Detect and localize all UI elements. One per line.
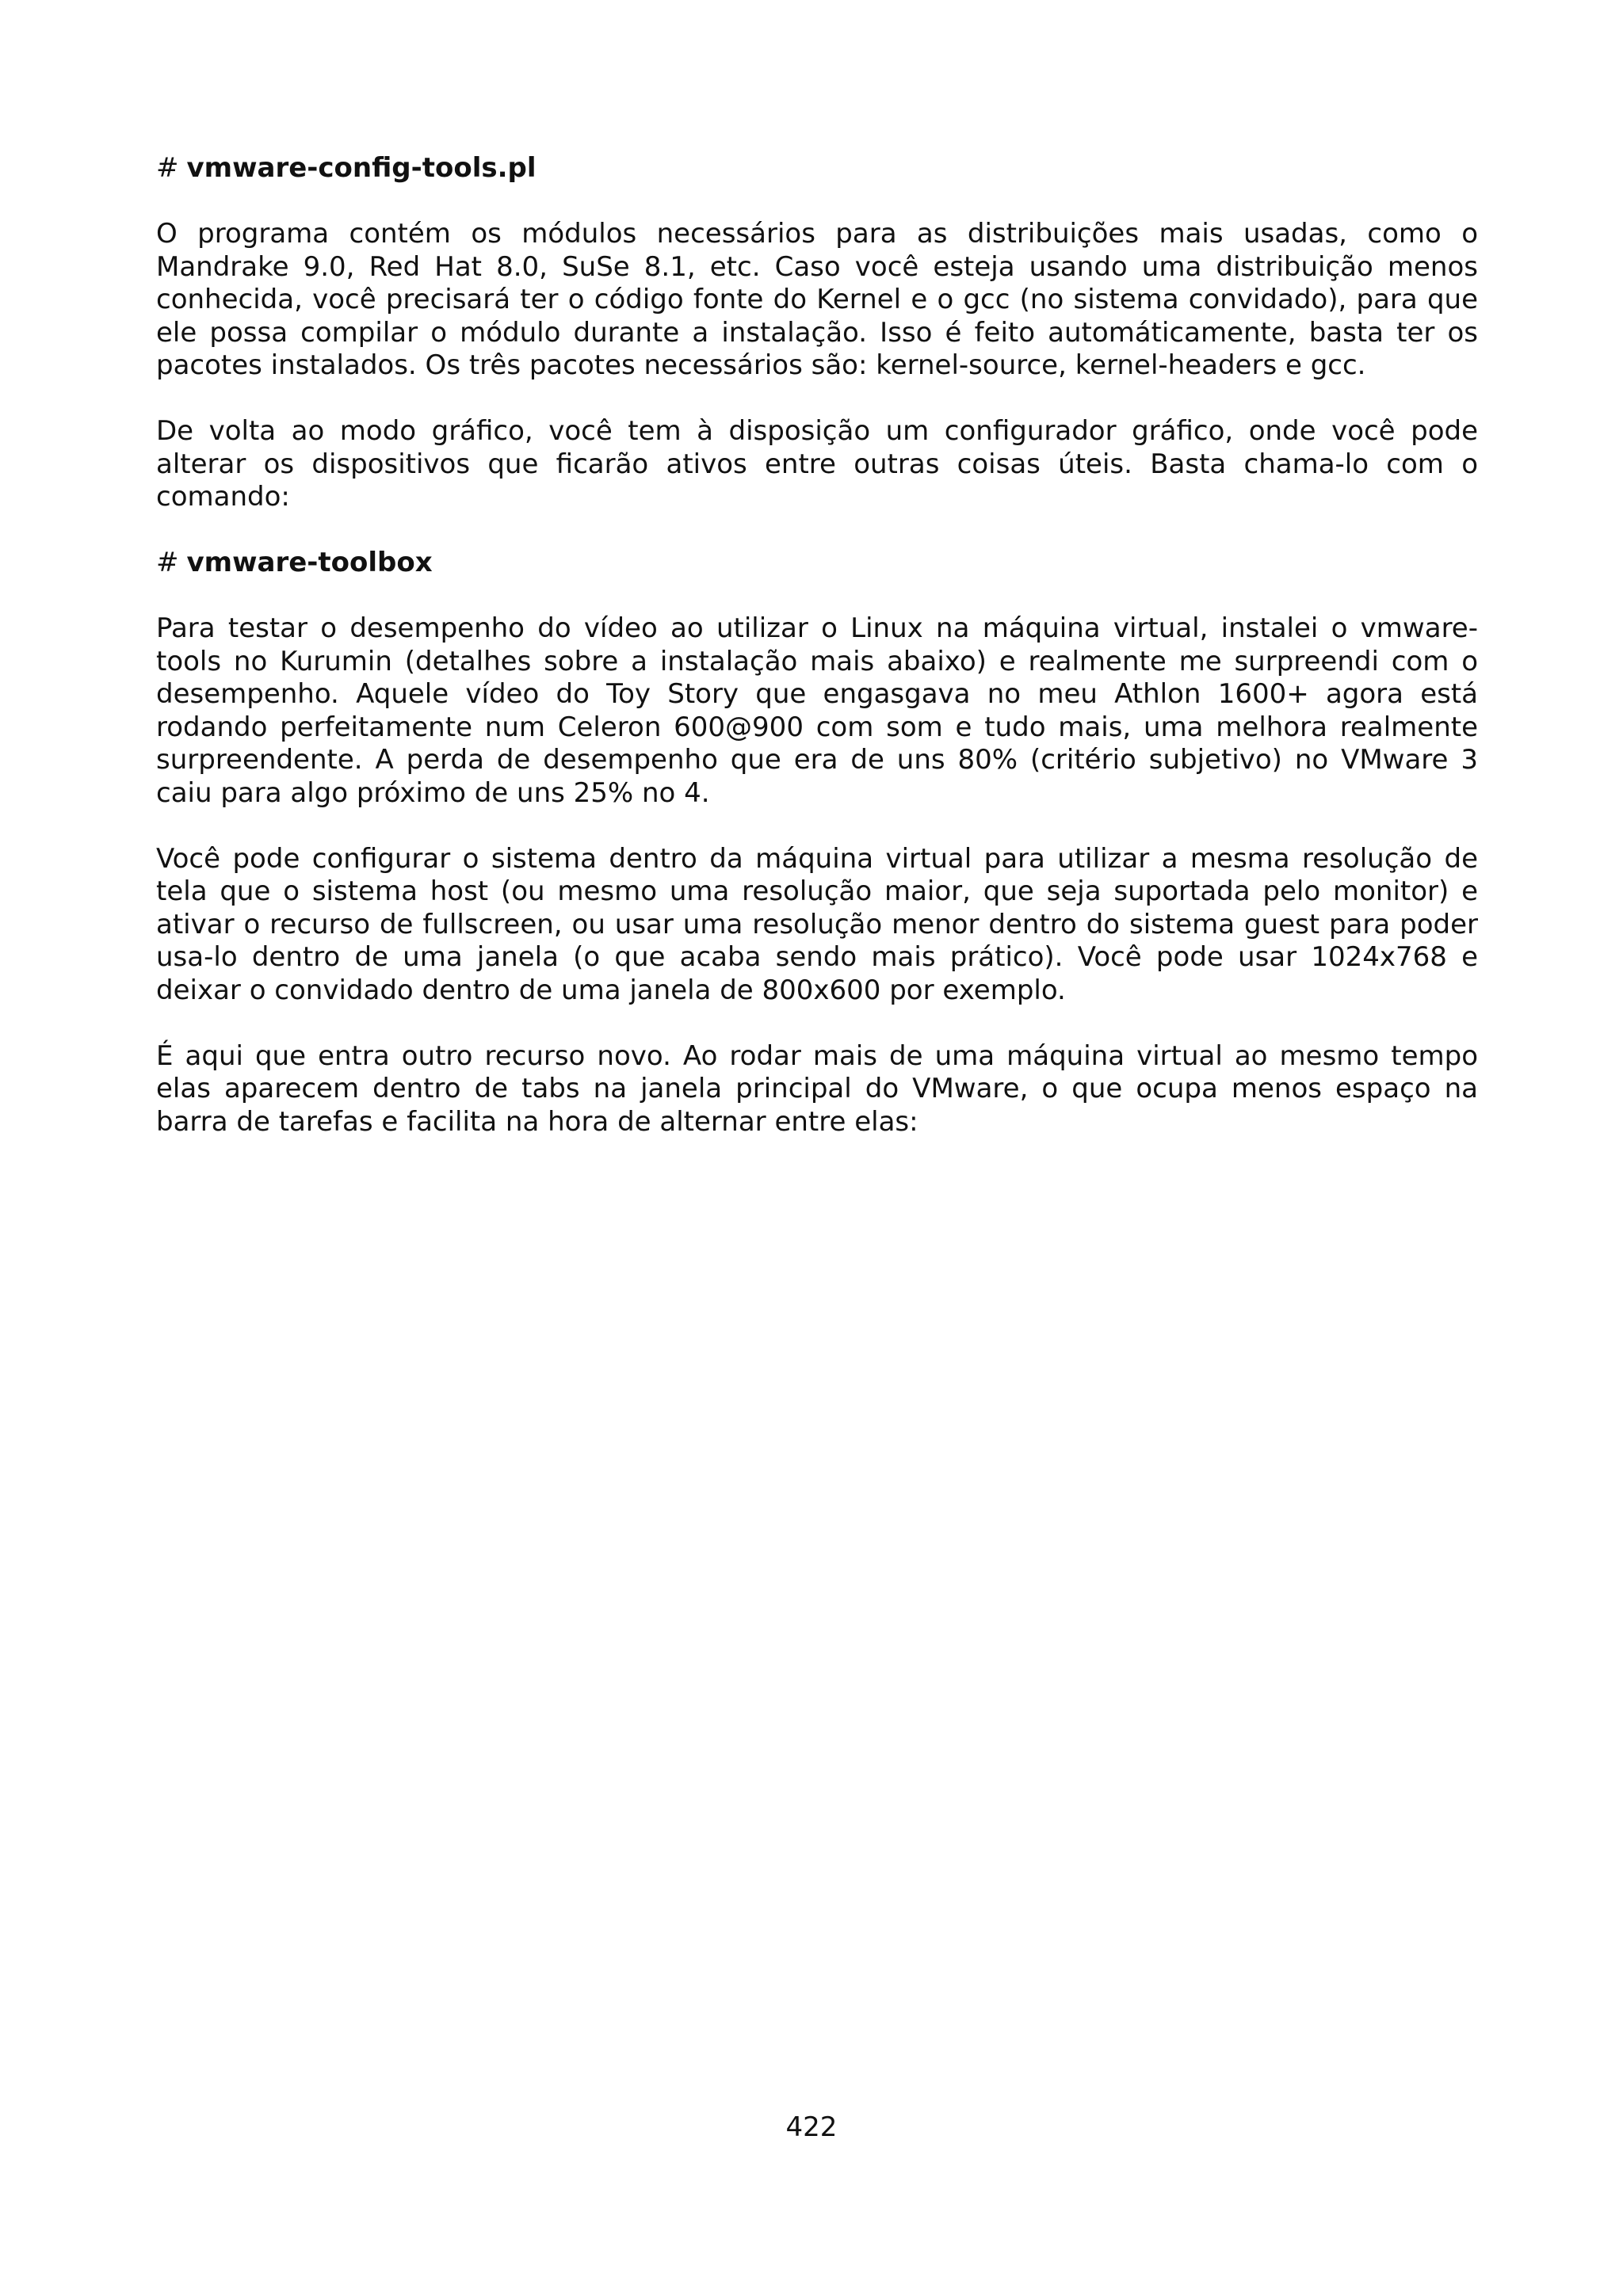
spacer bbox=[156, 383, 1478, 416]
page-body bbox=[156, 152, 1478, 1138]
paragraph-resolution: Você pode configurar o sistema dentro da máquina virtual para utilizar a mesma resolução de tela que o sistema host (ou mesmo uma resolução maior, que seja suportada pelo monitor) e ativar o recurso de fullscreen, ou usar uma resolução menor dentro do sistema guest para poder usa-lo dentro de uma janela (o que acaba sendo mais prático). Você pode usar 1024x768 e deixar o convidado dentro de uma janela de 800x600 por exemplo. bbox=[156, 842, 1478, 1006]
spacer bbox=[156, 514, 1478, 547]
spacer bbox=[156, 580, 1478, 613]
paragraph-video-performance: Para testar o desempenho do vídeo ao utilizar o Linux na máquina virtual, instalei o vmware-tools no Kurumin (detalhes sobre a instalação mais abaixo) e realmente me surpreendi com o desempenho. Aquele vídeo do Toy Story que engasgava no meu Athlon 1600+ agora está rodando perfeitamente num Celeron 600@900 com som e tudo mais, uma melhora realmente surpreendente. A perda de desempenho que era de uns 80% (critério subjetivo) no VMware 3 caiu para algo próximo de uns 25% no 4. bbox=[156, 612, 1478, 809]
command-name: vmware-toolbox bbox=[186, 547, 433, 578]
command-name: vmware-config-tools.pl bbox=[186, 152, 537, 184]
spacer bbox=[156, 1007, 1478, 1040]
command-toolbox bbox=[156, 547, 1478, 580]
spacer bbox=[156, 185, 1478, 219]
command-prefix: # bbox=[156, 547, 179, 578]
paragraph-tabs: É aqui que entra outro recurso novo. Ao rodar mais de uma máquina virtual ao mesmo tempo elas aparecem dentro de tabs na janela principal do VMware, o que ocupa menos espaço na barra de tarefas e facilita na hora de alternar entre elas: bbox=[156, 1039, 1478, 1138]
command-prefix: # bbox=[156, 152, 179, 184]
command-config-tools bbox=[156, 152, 1478, 185]
spacer bbox=[156, 810, 1478, 843]
page-number: 422 bbox=[785, 2111, 838, 2143]
paragraph-modules: O programa contém os módulos necessários para as distribuições mais usadas, como o Mandrake 9.0, Red Hat 8.0, SuSe 8.1, etc. Caso você esteja usando uma distribuição menos conhecida, você precisará ter o código fonte do Kernel e o gcc (no sistema convidado), para que ele possa compilar o módulo durante a instalação. Isso é feito automáticamente, basta ter os pacotes instalados. Os três pacotes necessários são: kernel-source, kernel-headers e gcc. bbox=[156, 218, 1478, 381]
paragraph-graphic-mode: De volta ao modo gráfico, você tem à disposição um configurador gráfico, onde você pode alterar os dispositivos que ficarão ativos entre outras coisas úteis. Basta chama-lo com o comando: bbox=[156, 415, 1478, 513]
